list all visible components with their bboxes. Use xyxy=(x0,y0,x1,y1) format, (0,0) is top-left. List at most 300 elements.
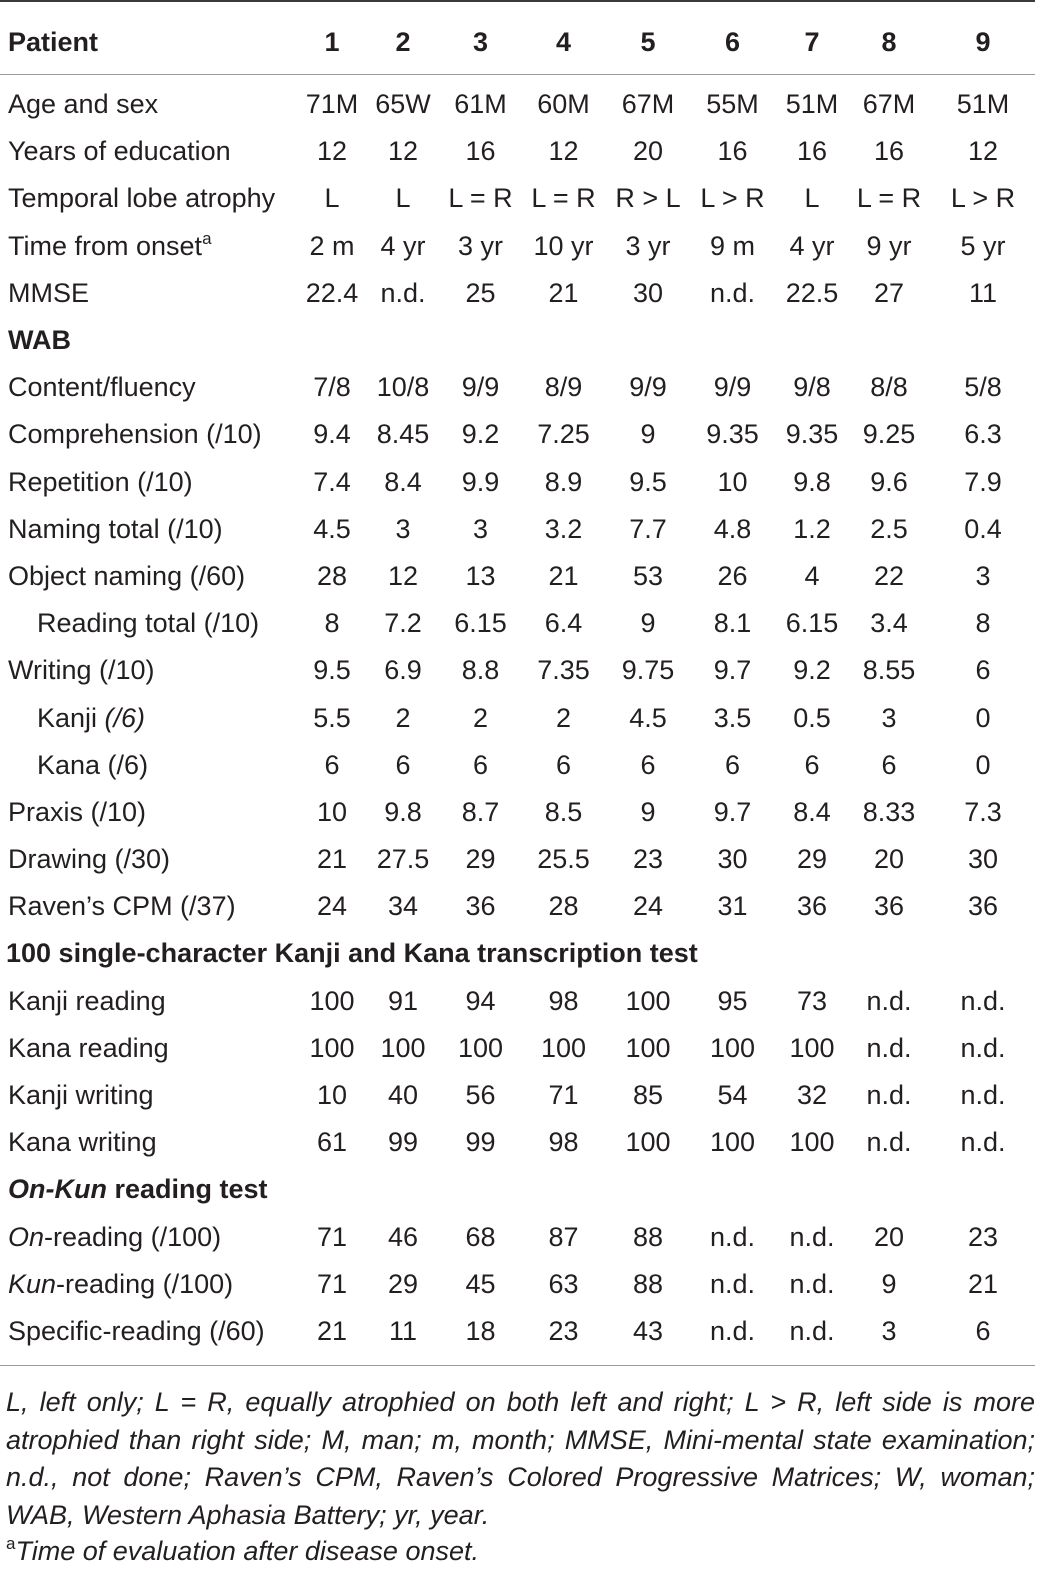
cell-patient-9: L > R xyxy=(950,183,1016,214)
cell-patient-2: 9.8 xyxy=(384,796,422,827)
table-row xyxy=(0,553,1035,600)
cell-patient-1: 7/8 xyxy=(313,372,351,403)
cell-patient-3: 9.2 xyxy=(461,419,500,450)
cell-patient-9: 0.4 xyxy=(964,513,1002,544)
cell-patient-4: 100 xyxy=(540,1032,587,1063)
cell-patient-2: 65W xyxy=(375,89,431,120)
cell-patient-9: 36 xyxy=(967,891,999,922)
table-bottom-rule xyxy=(0,1355,1035,1366)
cell-patient-8: 6 xyxy=(881,749,897,780)
row-label-text: Kana reading xyxy=(8,1032,169,1063)
cell-patient-4: 28 xyxy=(548,891,579,922)
cell-patient-7: 4 xyxy=(804,560,820,591)
footnote-text: Time of evaluation after disease onset. xyxy=(15,1536,479,1566)
row-label-text: Kanji writing xyxy=(8,1080,154,1111)
cell-patient-8: 8.55 xyxy=(862,655,916,686)
header-patient-8: 8 xyxy=(847,18,931,75)
row-label xyxy=(0,836,300,883)
section-title-text: 100 single-character Kanji and Kana transcription test xyxy=(6,938,698,969)
header-patient-label: Patient xyxy=(0,18,300,75)
cell-patient-2: 11 xyxy=(388,1315,418,1346)
cell-patient-4: 3.2 xyxy=(544,513,583,544)
cell-patient-3: 18 xyxy=(465,1315,496,1346)
header-patient-1: 1 xyxy=(300,18,364,75)
cell-patient-5: 100 xyxy=(625,1127,671,1158)
cell-patient-5: 9/9 xyxy=(629,372,667,403)
cell-patient-1: 71 xyxy=(316,1221,348,1252)
cell-patient-7: 1.2 xyxy=(793,513,831,544)
table-row xyxy=(0,128,1035,175)
table-row xyxy=(0,978,1035,1025)
row-label xyxy=(0,1308,300,1355)
cell-patient-7: 9.2 xyxy=(793,655,831,686)
row-label xyxy=(0,1261,300,1308)
cell-patient-1: 7.4 xyxy=(313,466,351,497)
cell-patient-1: 100 xyxy=(309,1032,355,1063)
footnote-ref: a xyxy=(202,228,212,248)
cell-patient-4: 98 xyxy=(548,1127,579,1158)
cell-patient-1: 4.5 xyxy=(313,513,351,544)
row-label xyxy=(0,364,300,411)
cell-patient-6: 26 xyxy=(717,560,748,591)
cell-patient-2: L xyxy=(395,183,411,214)
cell-patient-4: 60M xyxy=(537,89,590,120)
cell-patient-1: 24 xyxy=(316,891,348,922)
cell-patient-6: L > R xyxy=(700,183,765,214)
cell-patient-4: 71 xyxy=(548,1080,579,1111)
cell-patient-5: 9.5 xyxy=(629,466,667,497)
cell-patient-7: n.d. xyxy=(789,1315,835,1346)
cell-patient-7: 9/8 xyxy=(793,372,831,403)
cell-patient-4: 8.9 xyxy=(544,466,583,497)
table-footnote xyxy=(6,1533,1035,1570)
row-label-text: Reading total (/10) xyxy=(37,608,260,639)
cell-patient-6: 3.5 xyxy=(713,702,752,733)
table-row xyxy=(0,1025,1035,1072)
cell-patient-8: n.d. xyxy=(866,985,912,1016)
cell-patient-6: n.d. xyxy=(709,1315,756,1346)
cell-patient-8: 20 xyxy=(873,844,905,875)
cell-patient-9: 12 xyxy=(967,136,999,167)
cell-patient-3: 3 xyxy=(472,513,489,544)
row-label xyxy=(0,694,300,741)
cell-patient-9: 0 xyxy=(975,749,991,780)
cell-patient-7: 73 xyxy=(796,985,828,1016)
section-title-onkun xyxy=(0,1166,1035,1213)
row-label-text: -reading (/100) xyxy=(44,1221,222,1252)
cell-patient-1: 9.4 xyxy=(313,419,351,450)
row-label-italic: On xyxy=(8,1221,45,1252)
cell-patient-3: 56 xyxy=(465,1080,496,1111)
footnote-marker: a xyxy=(6,1534,16,1553)
header-patient-6: 6 xyxy=(688,18,777,75)
table-row xyxy=(0,1072,1035,1119)
table-row xyxy=(0,883,1035,930)
table-row xyxy=(0,175,1035,222)
row-label xyxy=(0,553,300,600)
header-patient-3: 3 xyxy=(442,18,519,75)
cell-patient-2: 8.4 xyxy=(384,466,422,497)
row-label-text: Kanji reading xyxy=(8,985,166,1016)
table-row xyxy=(0,411,1035,458)
cell-patient-5: 9 xyxy=(640,608,656,639)
cell-patient-9: n.d. xyxy=(960,1032,1006,1063)
cell-patient-3: 13 xyxy=(465,560,496,591)
cell-patient-3: 2 xyxy=(472,702,489,733)
cell-patient-9: 6 xyxy=(975,655,991,686)
cell-patient-2: 10/8 xyxy=(376,372,430,403)
section-title-italic: On-Kun xyxy=(8,1174,107,1205)
cell-patient-5: R > L xyxy=(615,183,681,214)
cell-patient-2: 34 xyxy=(387,891,419,922)
row-label-text: Specific-reading (/60) xyxy=(8,1315,265,1346)
cell-patient-6: n.d. xyxy=(709,1268,756,1299)
cell-patient-8: 67M xyxy=(862,89,916,120)
cell-patient-4: 12 xyxy=(548,136,579,167)
table-row xyxy=(0,694,1035,741)
table-row xyxy=(0,836,1035,883)
row-label xyxy=(0,223,300,270)
cell-patient-2: 7.2 xyxy=(384,608,422,639)
cell-patient-7: 32 xyxy=(796,1080,828,1111)
cell-patient-7: 6 xyxy=(804,749,820,780)
cell-patient-2: 40 xyxy=(387,1080,419,1111)
table-row xyxy=(0,789,1035,836)
table-row xyxy=(0,1214,1035,1261)
row-label-text: Writing (/10) xyxy=(8,655,155,686)
table-row xyxy=(0,270,1035,317)
row-label-italic: Kun xyxy=(8,1268,57,1299)
row-label xyxy=(0,1072,300,1119)
row-label xyxy=(0,1025,300,1072)
cell-patient-9: 7.3 xyxy=(964,796,1002,827)
row-label-text: Object naming (/60) xyxy=(8,560,246,591)
cell-patient-5: 4.5 xyxy=(629,702,667,733)
section-row xyxy=(0,930,1035,977)
cell-patient-9: 8 xyxy=(975,608,991,639)
cell-patient-9: 51M xyxy=(956,89,1010,120)
row-label xyxy=(0,506,300,553)
table-row xyxy=(0,1119,1035,1166)
row-label xyxy=(0,128,300,175)
cell-patient-8: n.d. xyxy=(866,1032,912,1063)
cell-patient-3: 6.15 xyxy=(454,608,507,639)
cell-patient-3: 100 xyxy=(457,1032,504,1063)
row-label xyxy=(0,1119,300,1166)
cell-patient-2: 6 xyxy=(395,749,411,780)
section-title-text: reading test xyxy=(106,1174,268,1205)
table-row xyxy=(0,364,1035,411)
cell-patient-7: 16 xyxy=(796,136,828,167)
cell-patient-4: 2 xyxy=(555,702,572,733)
cell-patient-4: 25.5 xyxy=(537,844,590,875)
cell-patient-5: 85 xyxy=(632,1080,664,1111)
header-patient-9: 9 xyxy=(931,18,1035,75)
cell-patient-7: 36 xyxy=(796,891,828,922)
cell-patient-1: 22.4 xyxy=(305,277,359,308)
cell-patient-7: 29 xyxy=(796,844,828,875)
cell-patient-2: 99 xyxy=(387,1127,419,1158)
cell-patient-7: 100 xyxy=(789,1127,835,1158)
cell-patient-8: 3 xyxy=(881,1315,897,1346)
cell-patient-6: 100 xyxy=(709,1127,756,1158)
cell-patient-6: 95 xyxy=(717,985,748,1016)
cell-patient-2: 100 xyxy=(380,1032,426,1063)
row-label-text: Time from onset xyxy=(8,230,203,261)
cell-patient-1: 6 xyxy=(324,749,340,780)
header-patient-7: 7 xyxy=(777,18,847,75)
cell-patient-4: L = R xyxy=(531,183,596,214)
cell-patient-2: 29 xyxy=(387,1268,419,1299)
cell-patient-8: 8/8 xyxy=(870,372,908,403)
row-label xyxy=(0,978,300,1025)
cell-patient-8: 36 xyxy=(873,891,905,922)
table-row xyxy=(0,1308,1035,1355)
cell-patient-5: 30 xyxy=(632,277,664,308)
row-label-text: Content/fluency xyxy=(8,372,196,403)
cell-patient-5: 20 xyxy=(632,136,664,167)
cell-patient-3: 25 xyxy=(465,277,496,308)
cell-patient-4: 8/9 xyxy=(544,372,583,403)
section-row xyxy=(0,317,1035,364)
cell-patient-5: 6 xyxy=(640,749,656,780)
row-label xyxy=(0,883,300,930)
row-label xyxy=(0,75,300,129)
cell-patient-5: 100 xyxy=(625,1032,671,1063)
cell-patient-7: 22.5 xyxy=(785,277,839,308)
cell-patient-3: 9.9 xyxy=(461,466,500,497)
cell-patient-8: 3 xyxy=(881,702,897,733)
table-row xyxy=(0,506,1035,553)
cell-patient-9: 6.3 xyxy=(964,419,1002,450)
table-row xyxy=(0,459,1035,506)
cell-patient-6: 6 xyxy=(724,749,741,780)
cell-patient-4: 7.25 xyxy=(537,419,590,450)
cell-patient-7: n.d. xyxy=(789,1268,835,1299)
row-label-text: -reading (/100) xyxy=(56,1268,234,1299)
cell-patient-1: 9.5 xyxy=(313,655,351,686)
cell-patient-7: 6.15 xyxy=(785,608,839,639)
cell-patient-3: 9/9 xyxy=(461,372,500,403)
cell-patient-8: 8.33 xyxy=(862,796,916,827)
cell-patient-8: 9 xyxy=(881,1268,897,1299)
cell-patient-3: 29 xyxy=(465,844,496,875)
row-label-italic: (/6) xyxy=(104,702,146,733)
cell-patient-3: 68 xyxy=(465,1221,496,1252)
cell-patient-5: 9.75 xyxy=(621,655,675,686)
cell-patient-3: 45 xyxy=(465,1268,496,1299)
cell-patient-4: 21 xyxy=(548,560,579,591)
section-title-wab xyxy=(0,317,1035,364)
row-label xyxy=(0,647,300,694)
cell-patient-8: 20 xyxy=(873,1221,905,1252)
cell-patient-7: 9.35 xyxy=(785,419,839,450)
cell-patient-8: n.d. xyxy=(866,1127,912,1158)
cell-patient-5: 88 xyxy=(632,1268,664,1299)
cell-patient-4: 98 xyxy=(548,985,579,1016)
cell-patient-9: 6 xyxy=(975,1315,991,1346)
cell-patient-1: 5.5 xyxy=(313,702,351,733)
row-label-text: Kanji xyxy=(37,702,105,733)
cell-patient-7: 4 yr xyxy=(789,230,835,261)
row-label-text: Temporal lobe atrophy xyxy=(8,183,276,214)
cell-patient-7: 9.8 xyxy=(793,466,831,497)
cell-patient-6: 9.35 xyxy=(706,419,759,450)
cell-patient-1: 100 xyxy=(309,985,355,1016)
cell-patient-9: n.d. xyxy=(960,1127,1006,1158)
cell-patient-9: n.d. xyxy=(960,985,1006,1016)
cell-patient-7: 8.4 xyxy=(793,796,831,827)
cell-patient-6: 31 xyxy=(717,891,748,922)
cell-patient-4: 21 xyxy=(548,277,579,308)
cell-patient-5: 88 xyxy=(632,1221,664,1252)
cell-patient-1: 71 xyxy=(316,1268,348,1299)
table-body xyxy=(0,75,1035,1366)
cell-patient-2: 2 xyxy=(395,702,411,733)
table-row xyxy=(0,223,1035,270)
header-patient-2: 2 xyxy=(364,18,442,75)
cell-patient-3: L = R xyxy=(448,183,513,214)
cell-patient-1: 10 xyxy=(316,796,348,827)
cell-patient-8: 9.6 xyxy=(870,466,908,497)
cell-patient-5: 53 xyxy=(632,560,664,591)
cell-patient-4: 10 yr xyxy=(533,230,594,261)
cell-patient-1: 21 xyxy=(316,1315,348,1346)
patient-data-table xyxy=(0,18,1035,1366)
cell-patient-6: 9.7 xyxy=(713,655,752,686)
cell-patient-7: 0.5 xyxy=(793,702,831,733)
cell-patient-5: 9 xyxy=(640,419,656,450)
table-row xyxy=(0,742,1035,789)
row-label-text: Raven’s CPM (/37) xyxy=(8,891,236,922)
cell-patient-9: 21 xyxy=(967,1268,999,1299)
cell-patient-2: 12 xyxy=(387,136,419,167)
cell-patient-7: n.d. xyxy=(789,1221,835,1252)
row-label xyxy=(0,600,300,647)
cell-patient-1: 8 xyxy=(324,608,340,639)
cell-patient-9: 0 xyxy=(975,702,991,733)
cell-patient-3: 6 xyxy=(472,749,489,780)
section-title-text: WAB xyxy=(8,325,71,356)
cell-patient-9: 5/8 xyxy=(964,372,1002,403)
cell-patient-1: 71M xyxy=(305,89,359,120)
cell-patient-6: n.d. xyxy=(709,277,756,308)
table-bottom-rule-cell xyxy=(0,1355,1035,1366)
cell-patient-1: 28 xyxy=(316,560,348,591)
cell-patient-6: 10 xyxy=(717,466,748,497)
cell-patient-5: 100 xyxy=(625,985,671,1016)
row-label xyxy=(0,270,300,317)
cell-patient-8: 9 yr xyxy=(866,230,912,261)
table-row xyxy=(0,75,1035,129)
cell-patient-2: 4 yr xyxy=(380,230,426,261)
cell-patient-8: L = R xyxy=(856,183,922,214)
table-header-row xyxy=(0,18,1035,75)
cell-patient-3: 8.8 xyxy=(461,655,500,686)
cell-patient-6: 9/9 xyxy=(713,372,752,403)
table-abbreviation-note: L, left only; L = R, equally atrophied on both left and right; L > R, left side is more atrophied than right side; M, man; m, month; MMSE, Mini-mental state examination; n.d., not done; Raven’s CPM, Raven’s Colored Progressive Matrices; W, woman; WAB, Western Aphasia Battery; yr, year. xyxy=(6,1387,1035,1530)
cell-patient-4: 7.35 xyxy=(537,655,590,686)
cell-patient-2: 91 xyxy=(387,985,419,1016)
row-label-text: Kana writing xyxy=(8,1127,157,1158)
cell-patient-4: 87 xyxy=(548,1221,579,1252)
cell-patient-9: 7.9 xyxy=(964,466,1002,497)
table-top-rule xyxy=(0,0,1035,2)
cell-patient-2: 6.9 xyxy=(384,655,422,686)
cell-patient-6: 30 xyxy=(717,844,748,875)
row-label-text: Kana (/6) xyxy=(37,749,149,780)
cell-patient-4: 8.5 xyxy=(544,796,583,827)
cell-patient-1: 10 xyxy=(316,1080,348,1111)
cell-patient-1: 61 xyxy=(316,1127,348,1158)
cell-patient-2: n.d. xyxy=(380,277,426,308)
row-label-text: MMSE xyxy=(8,277,89,308)
cell-patient-1: 21 xyxy=(316,844,348,875)
cell-patient-8: 2.5 xyxy=(870,513,908,544)
cell-patient-6: 100 xyxy=(709,1032,756,1063)
cell-patient-7: 100 xyxy=(789,1032,835,1063)
table-row xyxy=(0,647,1035,694)
cell-patient-7: L xyxy=(804,183,820,214)
row-label-text: Repetition (/10) xyxy=(8,466,193,497)
cell-patient-6: 55M xyxy=(706,89,759,120)
table-row xyxy=(0,600,1035,647)
cell-patient-3: 99 xyxy=(465,1127,496,1158)
cell-patient-6: 4.8 xyxy=(713,513,752,544)
row-label-text: Praxis (/10) xyxy=(8,796,147,827)
header-patient-4: 4 xyxy=(519,18,608,75)
row-label xyxy=(0,175,300,222)
cell-patient-5: 67M xyxy=(621,89,675,120)
cell-patient-5: 7.7 xyxy=(629,513,667,544)
cell-patient-9: 11 xyxy=(968,277,998,308)
cell-patient-8: 16 xyxy=(873,136,905,167)
row-label xyxy=(0,789,300,836)
cell-patient-1: 2 m xyxy=(309,230,355,261)
cell-patient-6: 9 m xyxy=(709,230,755,261)
cell-patient-3: 8.7 xyxy=(461,796,500,827)
cell-patient-5: 3 yr xyxy=(625,230,671,261)
section-row xyxy=(0,1166,1035,1213)
cell-patient-3: 36 xyxy=(465,891,496,922)
cell-patient-3: 94 xyxy=(465,985,496,1016)
cell-patient-7: 51M xyxy=(785,89,839,120)
cell-patient-9: n.d. xyxy=(960,1080,1006,1111)
cell-patient-6: n.d. xyxy=(709,1221,756,1252)
cell-patient-1: L xyxy=(324,183,340,214)
row-label-text: Comprehension (/10) xyxy=(8,419,262,450)
cell-patient-2: 27.5 xyxy=(376,844,430,875)
cell-patient-2: 8.45 xyxy=(376,419,430,450)
cell-patient-9: 30 xyxy=(967,844,999,875)
cell-patient-8: 3.4 xyxy=(870,608,908,639)
row-label xyxy=(0,411,300,458)
cell-patient-6: 9.7 xyxy=(713,796,752,827)
cell-patient-9: 3 xyxy=(975,560,991,591)
row-label-text: Drawing (/30) xyxy=(8,844,171,875)
cell-patient-5: 23 xyxy=(632,844,664,875)
cell-patient-8: 22 xyxy=(873,560,905,591)
cell-patient-3: 16 xyxy=(465,136,496,167)
row-label xyxy=(0,1214,300,1261)
cell-patient-6: 8.1 xyxy=(713,608,752,639)
row-label xyxy=(0,459,300,506)
cell-patient-6: 54 xyxy=(717,1080,748,1111)
header-patient-5: 5 xyxy=(608,18,688,75)
cell-patient-4: 63 xyxy=(548,1268,579,1299)
cell-patient-4: 6.4 xyxy=(544,608,583,639)
cell-patient-1: 12 xyxy=(316,136,348,167)
